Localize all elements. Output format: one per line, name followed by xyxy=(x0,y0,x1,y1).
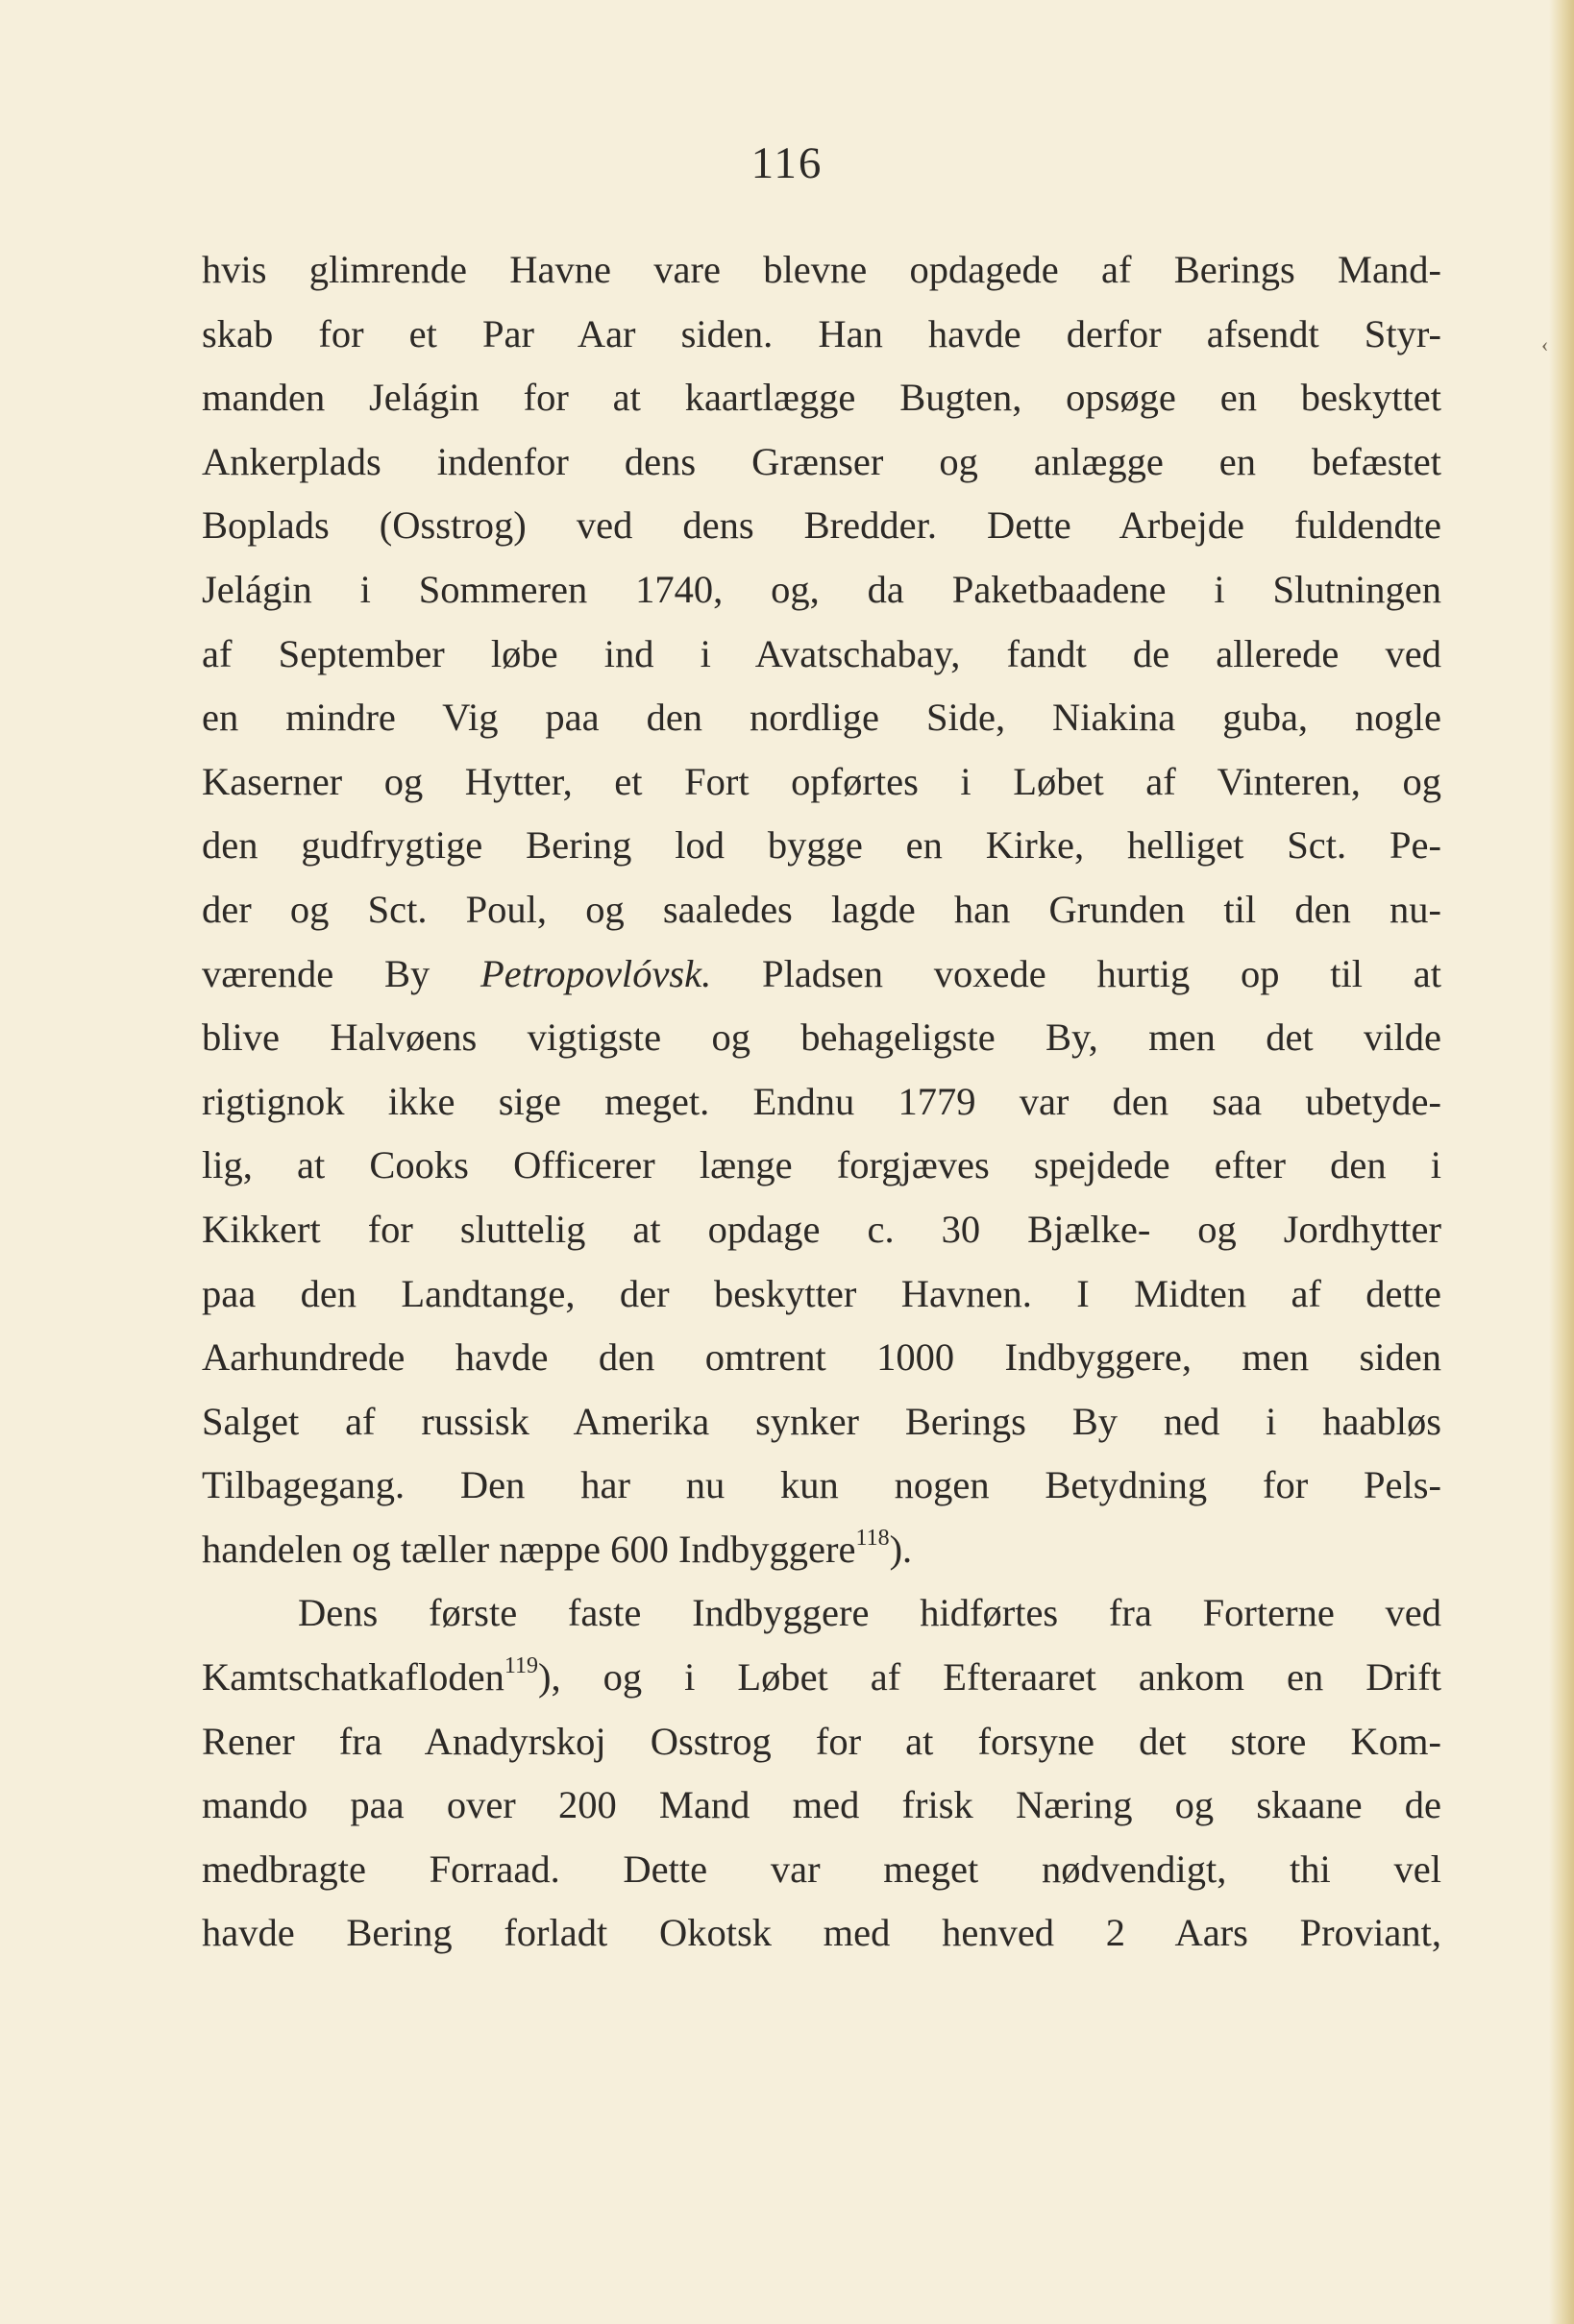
italic-place-name: Petropovlóvsk. xyxy=(480,951,712,995)
page-number: 116 xyxy=(750,138,824,188)
text-line xyxy=(202,1518,1441,1582)
footnote-reference: 118 xyxy=(855,1525,890,1551)
text-run: ), og i Løbet af Efteraaret ankom en Drift xyxy=(538,1655,1441,1700)
footnote-reference: 119 xyxy=(504,1653,538,1679)
text-line: Jelágin i Sommeren 1740, og, da Paketbaadene i Slutningen xyxy=(202,567,1441,611)
margin-mark: ‹ xyxy=(1541,332,1549,356)
text-line: Ankerplads indenfor dens Grænser og anlægge en befæstet xyxy=(202,439,1441,483)
text-line: en mindre Vig paa den nordlige Side, Niakina guba, nogle xyxy=(202,696,1441,740)
text-line: manden Jelágin for at kaartlægge Bugten, opsøge en beskyttet xyxy=(202,376,1441,420)
text-line: Rener fra Anadyrskoj Osstrog for at forsyne det store Kom- xyxy=(202,1719,1441,1763)
text-line: mando paa over 200 Mand med frisk Næring og skaane de xyxy=(202,1783,1441,1827)
text-line: Kaserner og Hytter, et Fort opførtes i Løbet af Vinteren, og xyxy=(202,759,1441,803)
text-line: havde Bering forladt Okotsk med henved 2 Aars Proviant, xyxy=(202,1911,1441,1955)
text-line: Tilbagegang. Den har nu kun nogen Betydning for Pels- xyxy=(202,1463,1441,1507)
text-run: værende By xyxy=(202,951,480,995)
text-run: Kamtschatkafloden xyxy=(202,1655,504,1700)
text-line: af September løbe ind i Avatschabay, fandt de allerede ved xyxy=(202,631,1441,675)
text-line: blive Halvøens vigtigste og behageligste By, men det vilde xyxy=(202,1015,1441,1060)
text-line: paa den Landtange, der beskytter Havnen. I Midten af dette xyxy=(202,1271,1441,1315)
body-text xyxy=(202,238,1441,1966)
text-line: der og Sct. Poul, og saaledes lagde han Grunden til den nu- xyxy=(202,887,1441,931)
text-line: hvis glimrende Havne vare blevne opdagede af Berings Mand- xyxy=(202,248,1441,291)
text-line xyxy=(202,1646,1441,1710)
text-line: lig, at Cooks Officerer længe forgjæves spejdede efter den i xyxy=(202,1143,1441,1187)
text-line: Kikkert for sluttelig at opdage c. 30 Bjælke- og Jordhytter xyxy=(202,1207,1441,1251)
text-run: handelen og tæller næppe 600 Indbyggere xyxy=(202,1527,856,1571)
text-line: Salget af russisk Amerika synker Berings By ned i haabløs xyxy=(202,1399,1441,1443)
text-line: medbragte Forraad. Dette var meget nødvendigt, thi vel xyxy=(202,1847,1441,1891)
text-run: Pladsen voxede hurtig op til at xyxy=(711,951,1441,995)
text-line: skab for et Par Aar siden. Han havde derfor afsendt Styr- xyxy=(202,311,1441,355)
text-line: den gudfrygtige Bering lod bygge en Kirke, helliget Sct. Pe- xyxy=(202,823,1441,868)
text-line: Boplads (Osstrog) ved dens Bredder. Dette Arbejde fuldendte xyxy=(202,503,1441,548)
text-line: rigtignok ikke sige meget. Endnu 1779 var den saa ubetyde- xyxy=(202,1079,1441,1123)
text-line: Aarhundrede havde den omtrent 1000 Indbyggere, men siden xyxy=(202,1335,1441,1380)
page-edge-shadow xyxy=(1549,0,1574,2324)
text-line xyxy=(202,942,1441,1007)
text-run: ). xyxy=(889,1527,913,1571)
text-line: Dens første faste Indbyggere hidførtes fra Forterne ved xyxy=(298,1591,1441,1635)
